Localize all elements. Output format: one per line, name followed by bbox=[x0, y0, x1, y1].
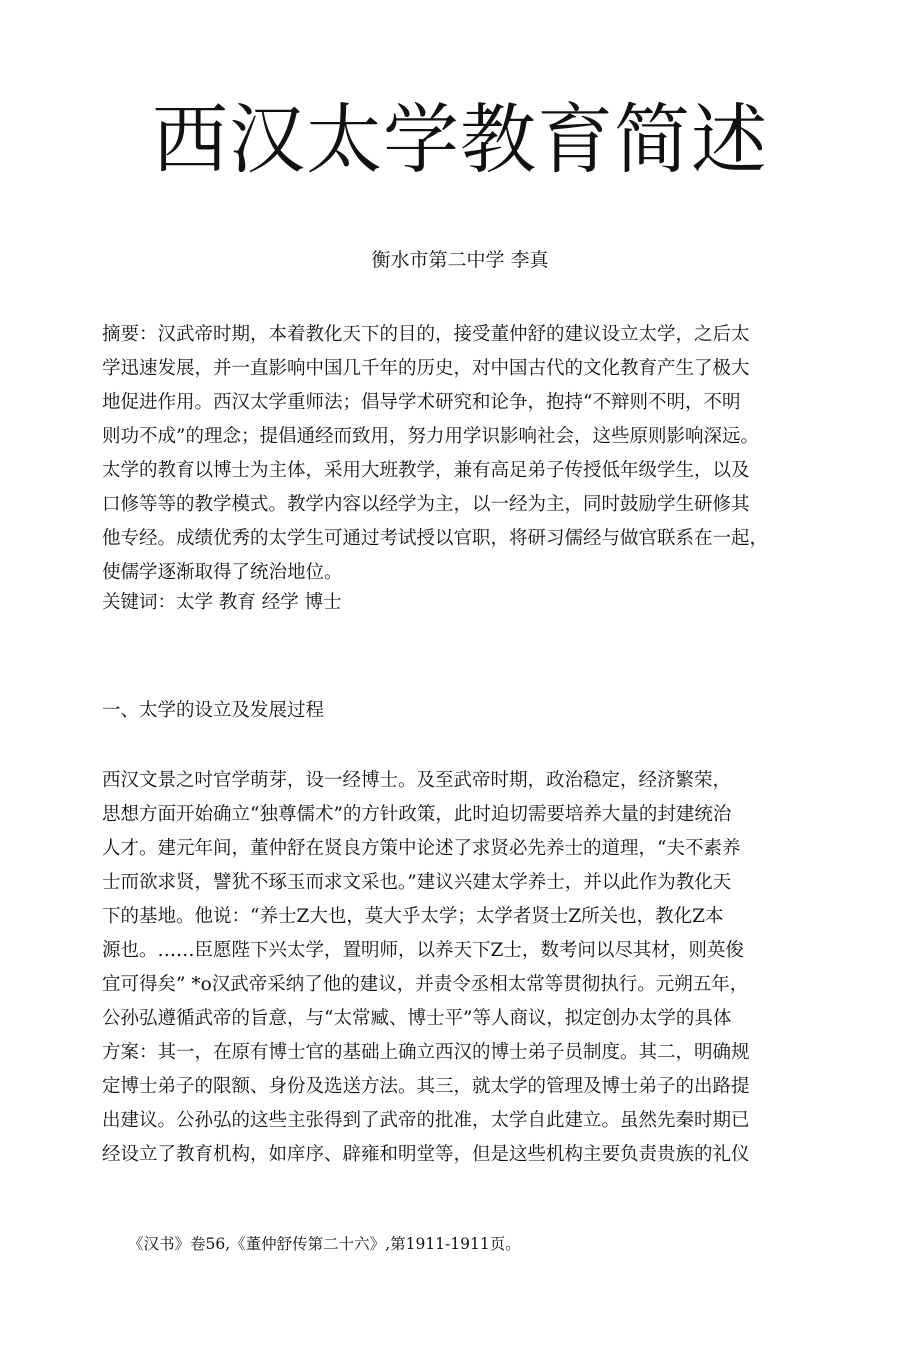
abstract-line: 则功不成”的理念；提倡通经而致用，努力用学识影响社会，这些原则影响深远。 bbox=[102, 426, 759, 447]
body-line: 源也。……臣愿陛下兴太学，置明师，以养天下Z士，数考问以尽其材，则英俊 bbox=[102, 940, 744, 961]
section-heading-text: 一、太学的设立及发展过程 bbox=[102, 700, 325, 721]
body-paragraph bbox=[102, 764, 822, 1172]
body-line: 方案：其一，在原有博士官的基础上确立西汉的博士弟子员制度。其二，明确规 bbox=[102, 1042, 750, 1063]
body-line: 宜可得矣” *o汉武帝采纳了他的建议，并责令丞相太常等贯彻执行。元朔五年， bbox=[102, 974, 749, 995]
body-line: 下的基地。他说：“养士Z大也，莫大乎太学；太学者贤士Z所关也，教化Z本 bbox=[102, 906, 724, 927]
body-line: 思想方面开始确立“独尊儒术”的方针政策，此时迫切需要培养大量的封建统治 bbox=[102, 804, 732, 825]
abstract-line: 口修等等的教学模式。教学内容以经学为主，以一经为主，同时鼓励学生研修其 bbox=[102, 494, 750, 515]
abstract-line: 他专经。成绩优秀的太学生可通过考试授以官职，将研习儒经与做官联系在一起， bbox=[102, 528, 769, 549]
document-title: 西汉太学教育简述 bbox=[152, 95, 768, 184]
abstract bbox=[102, 318, 822, 590]
section-heading bbox=[102, 694, 822, 728]
abstract-line: 使儒学逐渐取得了统治地位。 bbox=[102, 562, 343, 583]
body-line: 定博士弟子的限额、身份及选送方法。其三，就太学的管理及博士弟子的出路提 bbox=[102, 1076, 750, 1097]
body-line: 公孙弘遵循武帝的旨意，与“太常臧、博士平”等人商议，拟定创办太学的具体 bbox=[102, 1008, 732, 1029]
abstract-line: 太学的教育以博士为主体，采用大班教学，兼有高足弟子传授低年级学生，以及 bbox=[102, 460, 750, 481]
keywords-line: 关键词：太学 教育 经学 博士 bbox=[102, 592, 342, 613]
footnote: 《汉书》卷56,《董仲舒传第二十六》,第1911-1911页。 bbox=[128, 1235, 521, 1253]
abstract-line: 学迅速发展，并一直影响中国几千年的历史，对中国古代的文化教育产生了极大 bbox=[102, 358, 750, 379]
body-line: 经设立了教育机构，如庠序、辟雍和明堂等，但是这些机构主要负责贵族的礼仪 bbox=[102, 1144, 750, 1165]
author-line: 衡水市第二中学 李真 bbox=[371, 249, 549, 271]
abstract-line: 摘要：汉武帝时期，本着教化天下的目的，接受董仲舒的建议设立太学，之后太 bbox=[102, 324, 750, 345]
abstract-line: 地促进作用。西汉太学重师法；倡导学术研究和论争，抱持“不辩则不明，不明 bbox=[102, 392, 741, 413]
keywords bbox=[102, 586, 822, 620]
body-line: 西汉文景之吋官学萌芽，设一经博士。及至武帝时期，政治稳定，经济繁荣， bbox=[102, 770, 732, 791]
body-line: 士而欲求贤，譬犹不琢玉而求文采也。”建议兴建太学养士，并以此作为教化天 bbox=[102, 872, 732, 893]
body-line: 人才。建元年间，董仲舒在贤良方策中论述了求贤必先养士的道理，“夫不素养 bbox=[102, 838, 741, 859]
body-line: 出建议。公孙弘的这些主张得到了武帝的批准，太学自此建立。虽然先秦时期已 bbox=[102, 1110, 750, 1131]
